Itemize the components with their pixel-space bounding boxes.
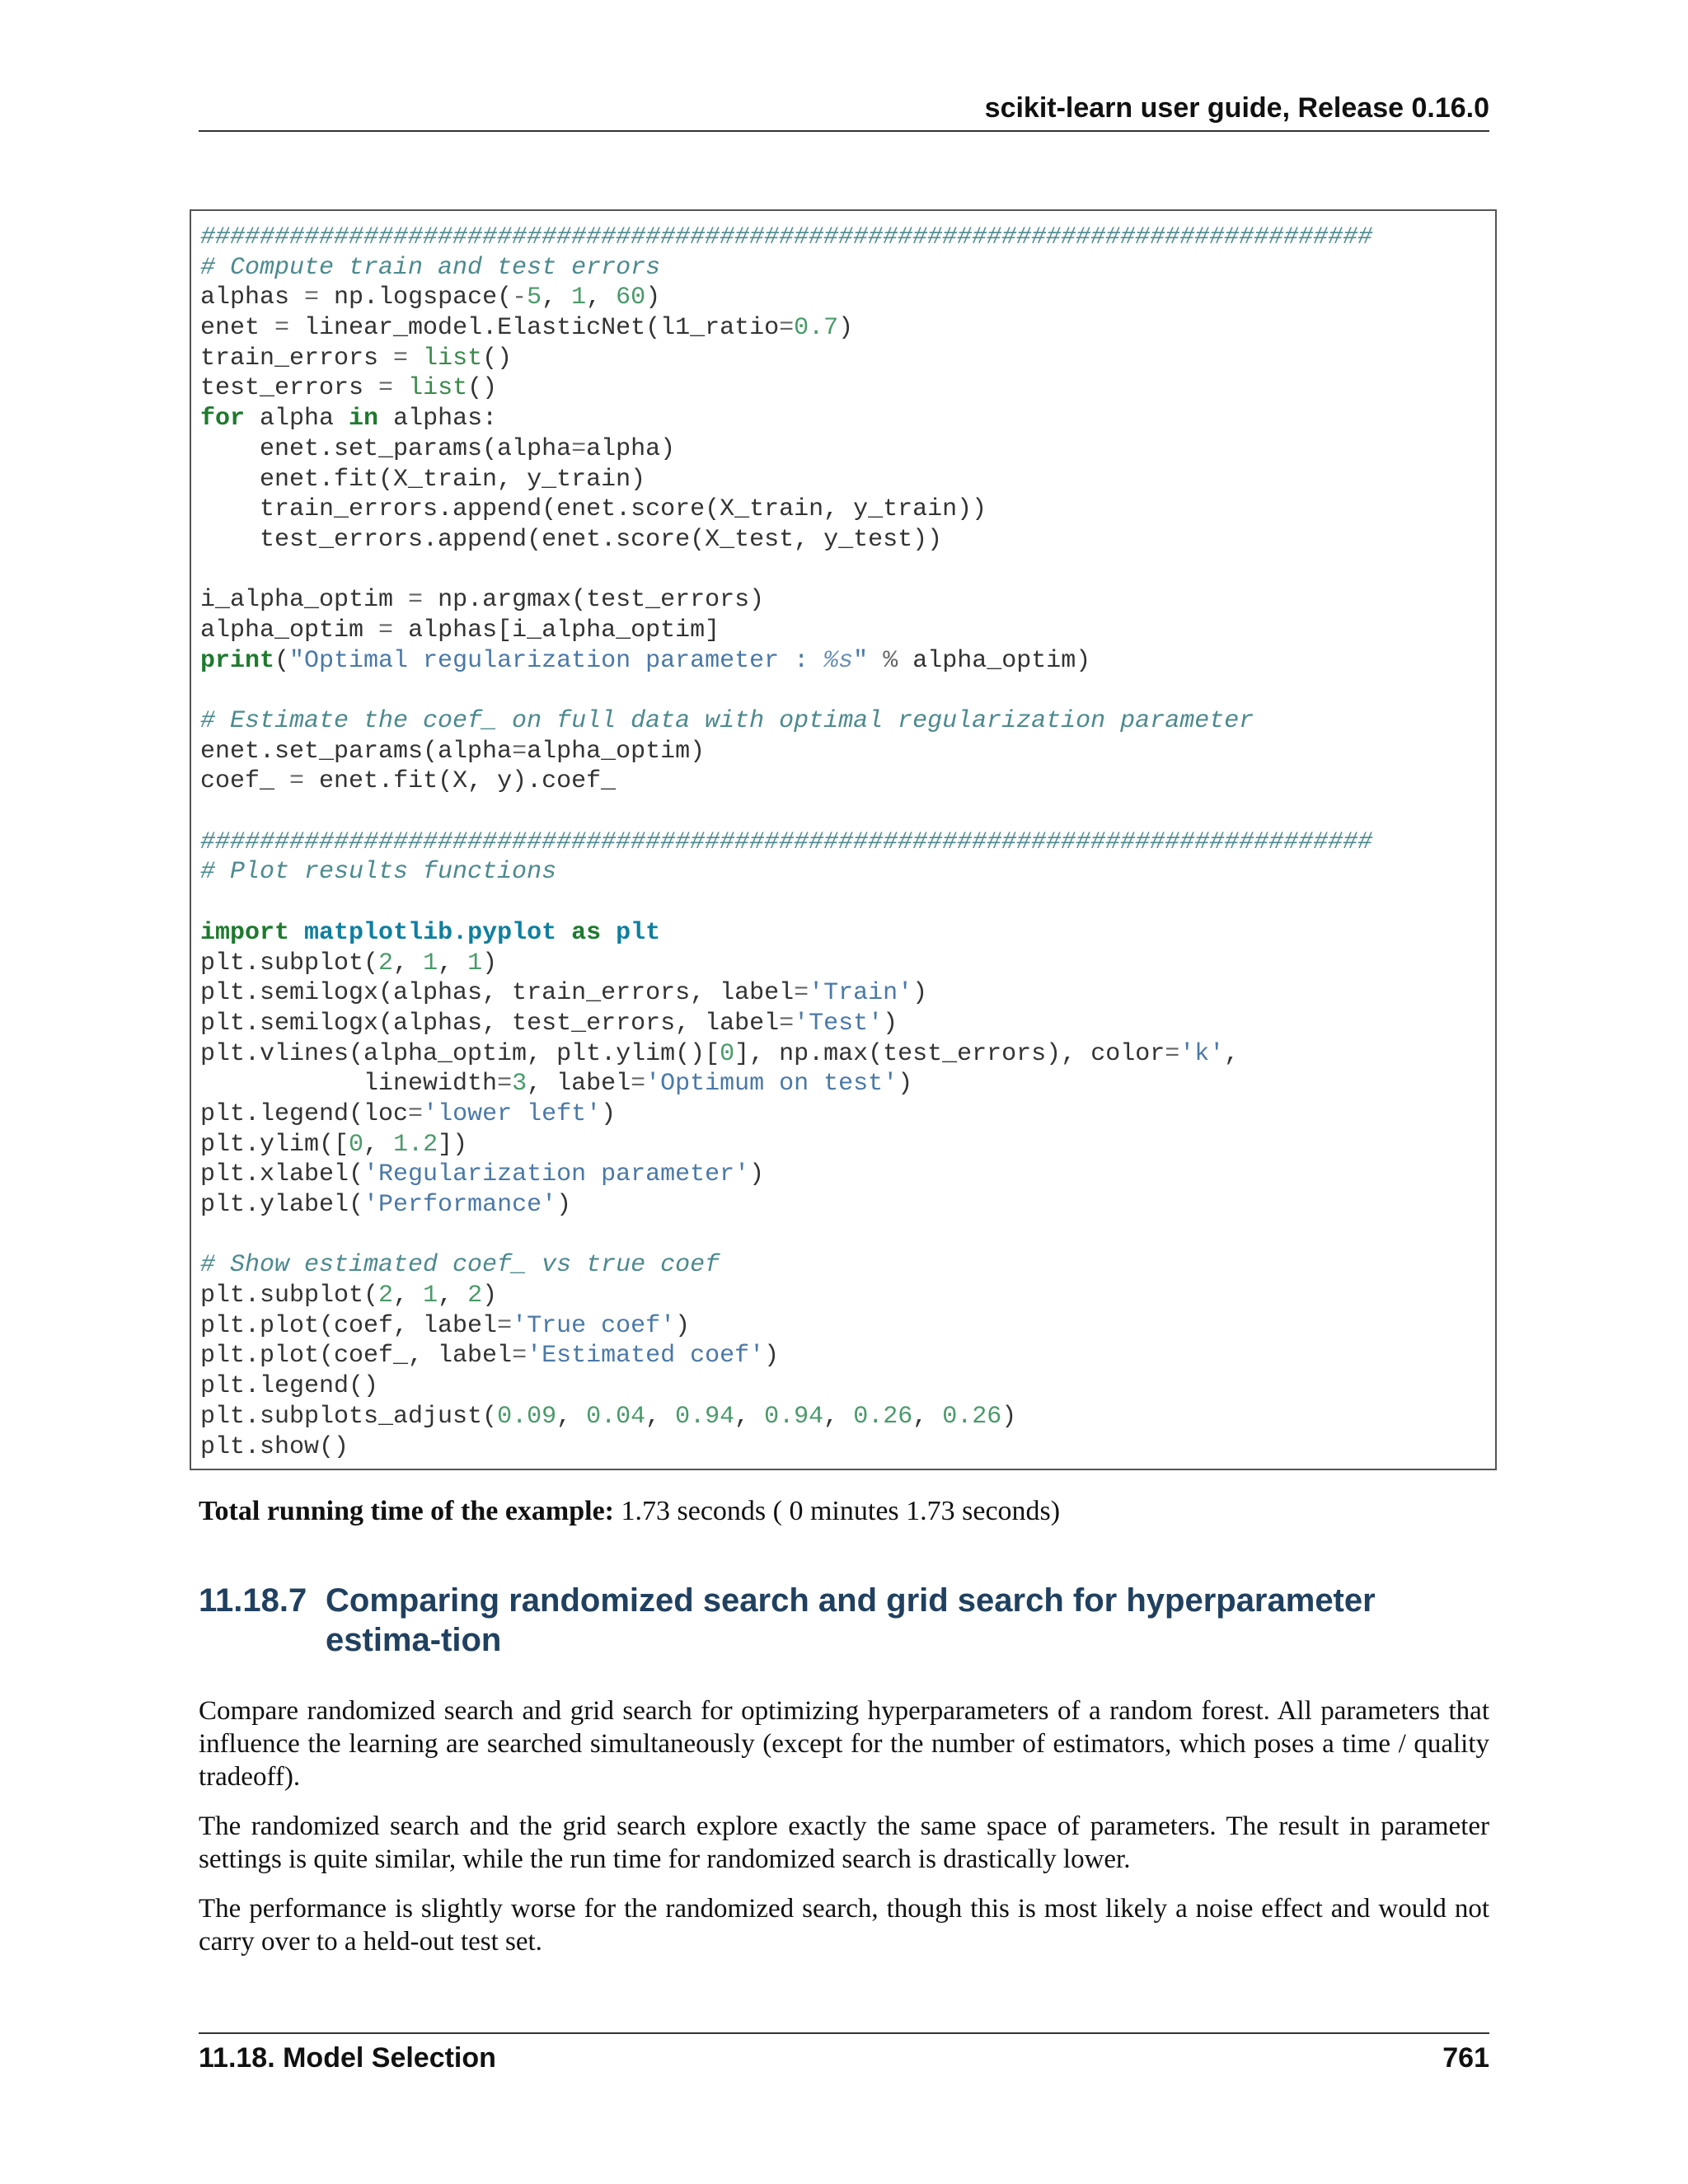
code-token: enet.fit(X_train, y_train) (200, 465, 646, 494)
code-line (200, 949, 1372, 979)
running-time-value: 1.73 seconds ( 0 minutes 1.73 seconds) (621, 1496, 1061, 1526)
code-token: 'k' (1179, 1039, 1225, 1068)
code-token: ) (482, 949, 498, 977)
code-token (556, 919, 571, 947)
code-token: ( (274, 646, 290, 675)
code-token: = (289, 767, 305, 796)
code-token: = (779, 1009, 795, 1038)
code-token: 'Train' (809, 979, 913, 1008)
code-token: 1 (423, 949, 438, 977)
code-token: plt.plot(coef, label (200, 1311, 498, 1340)
running-time-line (199, 1496, 1060, 1527)
code-line (200, 1250, 1372, 1281)
code-token: # Plot results functions (200, 858, 557, 887)
code-token: ) (675, 1311, 691, 1340)
code-token: = (497, 1311, 513, 1340)
code-token: enet.fit(X, y).coef_ (304, 767, 617, 796)
code-listing (200, 223, 1372, 1462)
code-token: plt.plot(coef_, label (200, 1342, 513, 1371)
code-token: = (274, 314, 290, 343)
code-block (190, 209, 1497, 1470)
page-number: 761 (1442, 2042, 1489, 2074)
code-token: 3 (512, 1070, 528, 1099)
code-token: , (556, 1402, 587, 1431)
section-title: Comparing randomized search and grid search for hyperparameter estima-tion (326, 1582, 1376, 1658)
code-token: = (512, 1342, 528, 1371)
code-token: 0 (349, 1130, 364, 1159)
code-token: enet.set_params(alpha (200, 434, 572, 463)
code-line (200, 253, 1372, 284)
code-token: plt.vlines(alpha_optim, plt.ylim()[ (200, 1039, 720, 1068)
code-token: 0.94 (675, 1402, 735, 1431)
code-line (200, 1039, 1372, 1070)
code-token: list (408, 374, 468, 403)
code-token: 'Test' (794, 1009, 884, 1038)
code-token: plt.legend() (200, 1372, 379, 1401)
code-line (200, 344, 1372, 374)
code-token: ) (1001, 1402, 1017, 1431)
code-token: " (853, 646, 869, 675)
code-token: , (586, 284, 617, 312)
code-token: enet.set_params(alpha (200, 737, 513, 766)
code-token: 'True coef' (512, 1311, 676, 1340)
code-token: # Compute train and test errors (200, 253, 661, 282)
code-line (200, 1341, 1372, 1371)
code-token: plt.xlabel( (200, 1160, 364, 1189)
code-token: %s (823, 646, 854, 675)
code-line (200, 1190, 1372, 1221)
code-token: = (304, 284, 320, 312)
code-token: coef_ (200, 767, 290, 796)
code-token: np.logspace( (319, 284, 513, 312)
code-token: train_errors (200, 344, 394, 373)
code-token: alphas (200, 284, 305, 312)
code-token: import (200, 918, 290, 947)
code-token: test_errors (200, 374, 379, 403)
code-line (200, 1371, 1372, 1402)
code-line (200, 706, 1372, 737)
code-token: = (794, 979, 809, 1008)
code-line (200, 646, 1372, 677)
code-token: 0.26 (853, 1402, 913, 1431)
code-token: 60 (616, 284, 646, 312)
code-line (200, 1281, 1372, 1311)
code-line (200, 1069, 1372, 1099)
code-token: alpha) (586, 434, 676, 463)
code-token: ) (645, 284, 661, 312)
code-line (200, 978, 1372, 1009)
code-token: 'Regularization parameter' (363, 1160, 750, 1189)
code-token: plt (616, 918, 661, 947)
code-token: # Show estimated coef_ vs true coef (200, 1251, 720, 1280)
code-token: , (734, 1402, 765, 1431)
code-token: 0.94 (764, 1402, 824, 1431)
code-token: , label (527, 1070, 631, 1099)
footer-divider (199, 2032, 1489, 2034)
code-line (200, 616, 1372, 646)
code-token: , (438, 949, 468, 977)
code-line (200, 797, 1372, 827)
section-number: 11.18.7 (199, 1582, 307, 1619)
code-token: i_alpha_optim (200, 586, 409, 615)
code-token: plt.ylim([ (200, 1130, 349, 1159)
code-token: 1 (423, 1282, 438, 1310)
code-token: , (912, 1402, 943, 1431)
code-token: 2 (378, 949, 394, 977)
code-token: 'lower left' (423, 1099, 602, 1128)
code-token: plt.show() (200, 1432, 349, 1461)
footer-section-title: 11.18. Model Selection (199, 2042, 496, 2074)
code-line (200, 888, 1372, 918)
code-token (289, 919, 304, 947)
paragraph-search-comparison: The randomized search and the grid search explore exactly the same space of parameters. The result in parameter settings is quite similar, while the run time for randomized search is drastically lower. (199, 1811, 1489, 1874)
code-token: 0.26 (942, 1402, 1002, 1431)
code-line (200, 223, 1372, 253)
code-line (200, 494, 1372, 525)
code-token: list (423, 344, 483, 373)
code-token: = (631, 1070, 646, 1099)
code-token: linear_model.ElasticNet(l1_ratio (289, 314, 780, 343)
code-line (200, 1402, 1372, 1432)
code-token: ) (898, 1070, 913, 1099)
code-token: 'Estimated coef' (527, 1342, 765, 1371)
code-token: as (571, 918, 602, 947)
code-token: plt.semilogx(alphas, train_errors, label (200, 979, 795, 1008)
code-token: alpha_optim (200, 616, 379, 644)
code-line (200, 585, 1372, 616)
code-token: plt.ylabel( (200, 1191, 364, 1219)
code-line (200, 827, 1372, 858)
code-token: - (512, 284, 528, 312)
code-token (601, 919, 616, 947)
code-token: ) (764, 1342, 780, 1371)
code-token: = (497, 1070, 513, 1099)
code-token: = (512, 737, 528, 766)
code-token: % (883, 646, 898, 675)
code-token: 'Performance' (363, 1191, 557, 1219)
code-token: print (200, 646, 275, 675)
code-line (200, 737, 1372, 767)
code-line (200, 373, 1372, 404)
code-token: # Estimate the coef_ on full data with optimal regularization parameter (200, 707, 1254, 735)
code-token: plt.subplot( (200, 949, 379, 977)
code-token: ) (838, 314, 854, 343)
code-token: enet (200, 314, 275, 343)
code-token: ############################################################################### (200, 223, 1373, 251)
code-token: , (823, 1402, 854, 1431)
running-header: scikit-learn user guide, Release 0.16.0 (984, 92, 1489, 124)
code-token: = (779, 314, 795, 343)
code-line (200, 1130, 1372, 1160)
code-token: = (393, 344, 409, 373)
code-token: ]) (438, 1130, 468, 1159)
code-line (200, 1432, 1372, 1463)
code-token: alpha_optim) (527, 737, 706, 766)
paragraph-intro: Compare randomized search and grid search for optimizing hyperparameters of a random forest. All parameters that influence the learning are searched simultaneously (except for the number of estimators, which poses a time / quality tradeoff). (199, 1696, 1489, 1792)
code-token: , (1224, 1039, 1240, 1068)
code-token: linewidth (200, 1070, 498, 1099)
code-token: alphas: (378, 405, 498, 434)
code-token: , (393, 949, 424, 977)
code-token: , (363, 1130, 394, 1159)
code-token: () (482, 344, 513, 373)
code-token: 2 (467, 1282, 483, 1310)
running-time-label: Total running time of the example: (199, 1496, 615, 1526)
code-token: train_errors.append(enet.score(X_train, y_train)) (200, 495, 987, 524)
code-line (200, 918, 1372, 949)
code-token: ) (749, 1160, 765, 1189)
code-token: ############################################################################### (200, 827, 1373, 856)
code-token: in (349, 405, 379, 434)
code-token: "Optimal regularization parameter : (289, 646, 824, 675)
code-token: ) (482, 1282, 498, 1310)
code-token: 1 (467, 949, 483, 977)
code-token: = (1165, 1039, 1180, 1068)
code-token: alphas[i_alpha_optim] (393, 616, 720, 644)
code-token: = (378, 616, 394, 644)
code-line (200, 283, 1372, 313)
code-token: 'Optimum on test' (645, 1070, 898, 1099)
code-token: 1.2 (393, 1130, 438, 1159)
code-token: () (467, 374, 498, 403)
code-line (200, 857, 1372, 888)
code-token: ) (556, 1191, 572, 1219)
code-line (200, 555, 1372, 586)
code-line (200, 676, 1372, 706)
section-heading (199, 1581, 1489, 1660)
code-line (200, 465, 1372, 495)
code-token: plt.semilogx(alphas, test_errors, label (200, 1009, 780, 1038)
paragraph-performance-note: The performance is slightly worse for the randomized search, though this is most likely a noise effect and would not carry over to a held-out test set. (199, 1894, 1489, 1957)
code-token: plt.subplots_adjust( (200, 1402, 498, 1431)
code-token: alpha_optim) (898, 646, 1091, 675)
code-token: alpha (245, 405, 349, 434)
code-line (200, 525, 1372, 555)
code-token: , (438, 1282, 468, 1310)
code-token: 1 (571, 284, 587, 312)
code-token: 0.09 (497, 1402, 557, 1431)
code-line (200, 434, 1372, 465)
header-divider (199, 130, 1489, 132)
code-line (200, 313, 1372, 344)
code-token: 0 (720, 1039, 735, 1068)
code-token: = (571, 434, 587, 463)
code-token: 5 (527, 284, 542, 312)
code-token: , (393, 1282, 424, 1310)
code-token: np.argmax(test_errors) (423, 586, 765, 615)
code-token: , (542, 284, 572, 312)
code-token: ) (601, 1099, 617, 1128)
code-token: = (408, 1099, 424, 1128)
code-token: 2 (378, 1282, 394, 1310)
code-token: plt.subplot( (200, 1282, 379, 1310)
code-line (200, 1160, 1372, 1190)
code-line (200, 1099, 1372, 1130)
code-token: test_errors.append(enet.score(X_test, y_test)) (200, 525, 943, 554)
code-token: ) (883, 1009, 898, 1038)
code-token (408, 344, 423, 373)
code-line (200, 766, 1372, 797)
code-line (200, 404, 1372, 434)
code-token (868, 647, 883, 675)
code-token: = (408, 586, 424, 615)
code-line (200, 1221, 1372, 1251)
code-token: plt.legend(loc (200, 1099, 409, 1128)
code-token: for (200, 405, 246, 434)
code-token: = (378, 374, 394, 403)
code-line (200, 1311, 1372, 1342)
code-token: ) (912, 979, 928, 1008)
code-token: , (645, 1402, 676, 1431)
code-token: matplotlib.pyplot (304, 918, 557, 947)
code-line (200, 1009, 1372, 1039)
code-token (393, 374, 408, 402)
code-token: 0.04 (586, 1402, 646, 1431)
code-token: ], np.max(test_errors), color (734, 1039, 1165, 1068)
code-token: 0.7 (794, 314, 839, 343)
